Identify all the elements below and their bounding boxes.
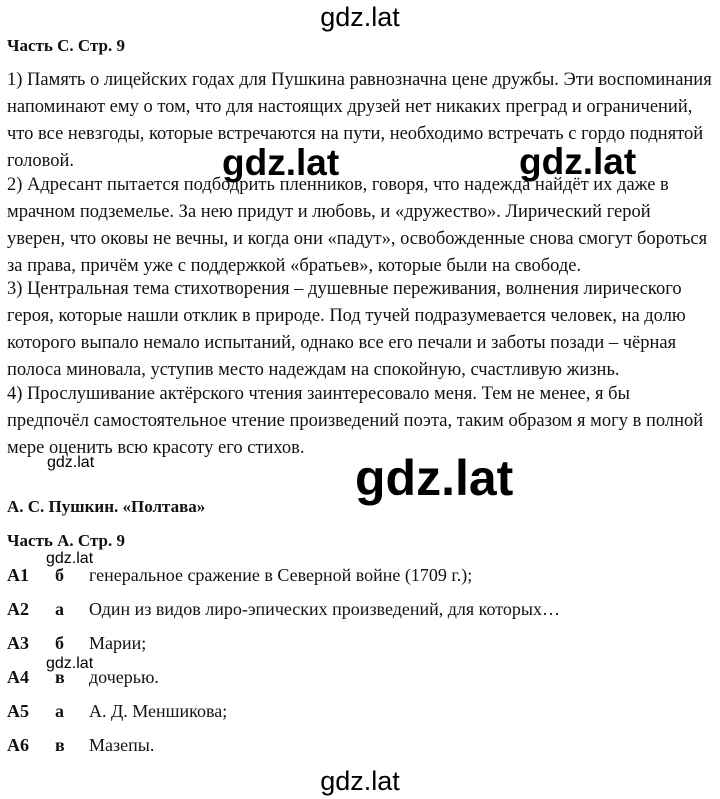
answer-code: А4 <box>7 667 29 687</box>
section-title-poltava: А. С. Пушкин. «Полтава» <box>7 497 206 516</box>
answer-text: А. Д. Меншикова; <box>89 701 228 721</box>
answer-letter: б <box>55 633 64 653</box>
watermark-small-3: gdz.lat <box>46 655 94 672</box>
answer-code: А3 <box>7 633 29 653</box>
answer-code: А5 <box>7 701 29 721</box>
answer-letter: а <box>55 599 64 619</box>
watermark-small-1: gdz.lat <box>47 454 95 471</box>
answer-text: дочерью. <box>89 667 159 687</box>
watermark-top: gdz.lat <box>320 2 400 32</box>
watermark-mid-left: gdz.lat <box>222 142 340 183</box>
answer-text: Один из видов лиро-эпических произведений, для которых… <box>89 599 560 619</box>
answer-text: Марии; <box>89 633 147 653</box>
watermark-bottom: gdz.lat <box>320 766 400 796</box>
answer-text: генеральное сражение в Северной войне (1709 г.); <box>89 565 473 585</box>
watermark-small-2: gdz.lat <box>46 550 94 567</box>
paragraph-1: 1) Память о лицейских годах для Пушкина равнозначна цене дружбы. Эти воспоминания напоминают ему о том, что для настоящих друзей нет никаких преград и ограничений, что все невзгоды, которые встречаются на пути, необходимо встречать с гордо поднятой головой. <box>7 70 712 171</box>
paragraph-4: 4) Прослушивание актёрского чтения заинтересовало меня. Тем не менее, я бы предпочёл самостоятельное чтение произведений поэта, таким образом я могу в полной мере оценить всю красоту его стихов. <box>7 384 704 458</box>
answer-letter: в <box>55 735 65 755</box>
answer-text: Мазепы. <box>89 735 155 755</box>
section-heading-part-a: Часть А. Стр. 9 <box>7 531 125 550</box>
paragraph-3: 3) Центральная тема стихотворения – душевные переживания, волнения лирического героя, которые нашли отклик в природе. Под тучей подразумевается человек, на долю которого выпало немало испытаний, однако все его печали и заботы позади – чёрная полоса миновала, уступив место надеждам на спокойную, счастливую жизнь. <box>7 279 686 380</box>
paragraph-2: 2) Адресант пытается подбодрить пленников, говоря, что надежда найдёт их даже в мрачном подземелье. За нею придут и любовь, и «дружество». Лирический герой уверен, что оковы не вечны, и когда они «падут», освобожденные снова смогут бороться за права, причём уже с поддержкой «братьев», которые были на свободе. <box>7 175 708 276</box>
answer-letter: б <box>55 565 64 585</box>
answer-letter: а <box>55 701 64 721</box>
answer-code: А6 <box>7 735 29 755</box>
watermark-mid-right: gdz.lat <box>519 141 637 182</box>
watermark-large: gdz.lat <box>355 450 514 506</box>
section-heading-part-c: Часть С. Стр. 9 <box>7 36 125 55</box>
answer-letter: в <box>55 667 65 687</box>
answer-code: А1 <box>7 565 29 585</box>
answer-code: А2 <box>7 599 29 619</box>
